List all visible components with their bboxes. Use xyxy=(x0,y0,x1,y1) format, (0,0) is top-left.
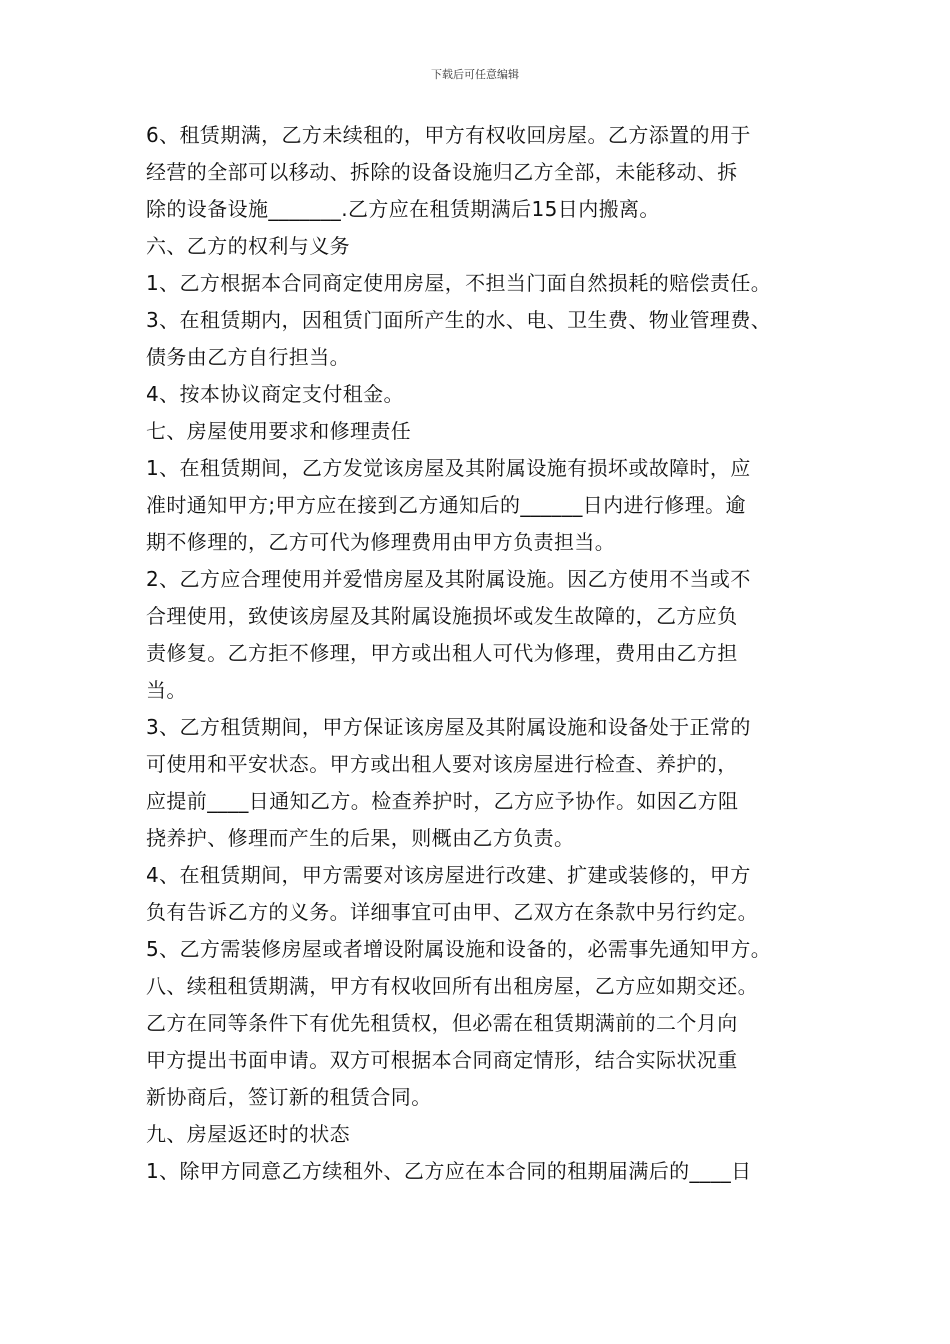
text-line: 1、乙方根据本合同商定使用房屋，不担当门面自然损耗的赔偿责任。 xyxy=(146,271,772,295)
text-line: 3、乙方租赁期间，甲方保证该房屋及其附属设施和设备处于正常的 xyxy=(146,715,751,739)
text-line: 4、按本协议商定支付租金。 xyxy=(146,382,404,406)
section-heading: 八、续租租赁期满，甲方有权收回所有出租房屋，乙方应如期交还。 xyxy=(146,974,758,998)
text-line: 新协商后，签订新的租赁合同。 xyxy=(146,1085,432,1109)
text-line: 2、乙方应合理使用并爱惜房屋及其附属设施。因乙方使用不当或不 xyxy=(146,567,751,591)
text-line: 当。 xyxy=(146,678,187,702)
text-line: 负有告诉乙方的义务。详细事宜可由甲、乙双方在条款中另行约定。 xyxy=(146,900,758,924)
section-heading: 七、房屋使用要求和修理责任 xyxy=(146,419,412,443)
text-line: 可使用和平安状态。甲方或出租人要对该房屋进行检查、养护的， xyxy=(146,752,738,776)
section-heading: 九、房屋返还时的状态 xyxy=(146,1122,350,1146)
text-line: 挠养护、修理而产生的后果，则概由乙方负责。 xyxy=(146,826,575,850)
text-line: 乙方在同等条件下有优先租赁权，但必需在租赁期满前的二个月向 xyxy=(146,1011,738,1035)
text-line: 1、在租赁期间，乙方发觉该房屋及其附属设施有损坏或故障时，应 xyxy=(146,456,751,480)
text-line: 责修复。乙方拒不修理，甲方或出租人可代为修理，费用由乙方担 xyxy=(146,641,738,665)
text-line: 甲方提出书面申请。双方可根据本合同商定情形，结合实际状况重 xyxy=(146,1048,738,1072)
text-line: 3、在租赁期内，因租赁门面所产生的水、电、卫生费、物业管理费、 xyxy=(146,308,772,332)
text-line: 经营的全部可以移动、拆除的设备设施归乙方全部，未能移动、拆 xyxy=(146,160,738,184)
page-header: 下载后可任意编辑 xyxy=(431,68,519,81)
text-line: 除的设备设施_______.乙方应在租赁期满后15日内搬离。 xyxy=(146,197,660,221)
section-heading: 六、乙方的权利与义务 xyxy=(146,234,350,258)
text-line: 准时通知甲方;甲方应在接到乙方通知后的______日内进行修理。逾 xyxy=(146,493,746,517)
text-line: 5、乙方需装修房屋或者增设附属设施和设备的，必需事先通知甲方。 xyxy=(146,937,772,961)
text-line: 合理使用，致使该房屋及其附属设施损坏或发生故障的，乙方应负 xyxy=(146,604,738,628)
text-line: 4、在租赁期间，甲方需要对该房屋进行改建、扩建或装修的，甲方 xyxy=(146,863,751,887)
text-line: 债务由乙方自行担当。 xyxy=(146,345,350,369)
document-body xyxy=(146,117,826,1190)
text-line: 6、租赁期满，乙方未续租的，甲方有权收回房屋。乙方添置的用于 xyxy=(146,123,751,147)
text-line: 应提前____日通知乙方。检查养护时，乙方应予协作。如因乙方阻 xyxy=(146,789,739,813)
text-line: 期不修理的，乙方可代为修理费用由甲方负责担当。 xyxy=(146,530,616,554)
text-line: 1、除甲方同意乙方续租外、乙方应在本合同的租期届满后的____日 xyxy=(146,1159,752,1183)
